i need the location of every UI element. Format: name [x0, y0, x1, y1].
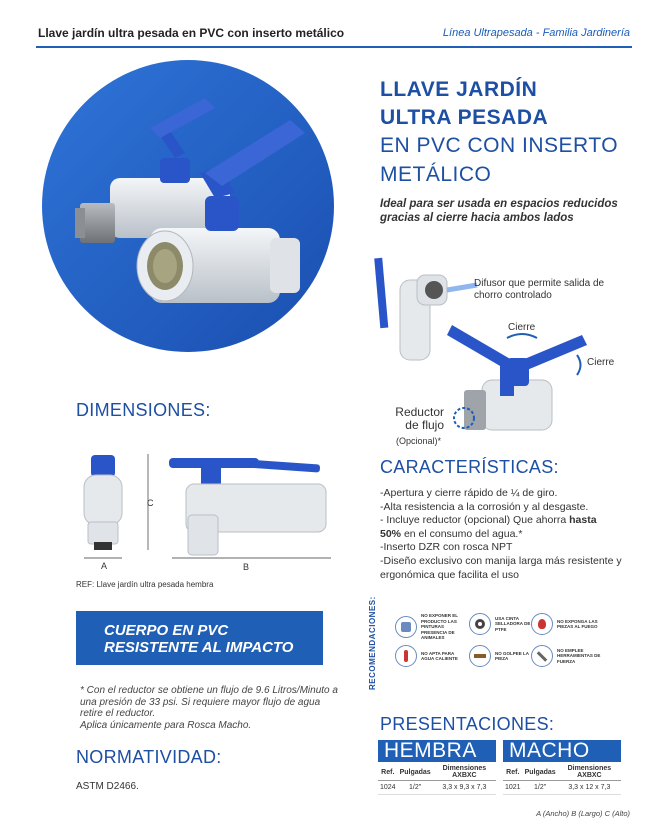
tape-icon — [469, 613, 491, 635]
callout-cierre-top: Cierre — [508, 322, 536, 333]
recommendation-item: NO EXPONER EL PRODUCTO LAS PINTURAS PRESENCIA DE ANIMALES — [395, 613, 465, 641]
table-row: 1024 1/2" 3,3 x 9,3 x 7,3 — [378, 781, 496, 795]
table-header: Pulgadas — [523, 764, 558, 781]
recommendation-item: USA CINTA SELLADORA DE PTFE — [469, 613, 539, 635]
callout-cierre-right: Cierre — [587, 357, 615, 368]
dimensions-diagram — [76, 450, 336, 575]
water-flow-arrow — [447, 285, 477, 290]
dimensions-ref-caption: REF: Llave jardín ultra pesada hembra — [76, 580, 214, 589]
callout-reductor-line1: Reductor — [395, 405, 444, 419]
table-header: Ref. — [503, 764, 523, 781]
product-title-line1: LLAVE JARDÍN — [380, 78, 538, 101]
callout-reductor-line2: de flujo — [405, 418, 444, 432]
recommendation-item: NO APTA PARA AGUA CALIENTE — [395, 645, 465, 667]
feature-item: -Alta resistencia a la corrosión y al desgaste. — [380, 500, 589, 513]
product-subtitle: Ideal para ser usada en espacios reducidos gracias al cierre hacia ambos lados — [380, 198, 618, 224]
rotation-arrow-right — [577, 355, 581, 375]
product-title-line2: ULTRA PESADA — [380, 106, 549, 129]
no-hammer-icon — [469, 645, 491, 667]
no-fire-icon — [531, 613, 553, 635]
dim-label-b: B — [243, 562, 250, 572]
reducer-note: * Con el reductor se obtiene un flujo de 9.6 Litros/Minuto a una presión de 33 psi. Si requiere mayor flujo de agua retire el reductor. Aplica únicamente para Rosca Macho. — [80, 685, 338, 731]
callout-difusor: Difusor que permite salida de chorro controlado — [474, 278, 605, 301]
feature-item: - Incluye reductor (opcional) Que ahorra hasta 50% en el consumo del agua.* — [380, 514, 597, 540]
callout-reductor-optional: (Opcional)* — [396, 436, 442, 446]
diffuser-valve-illustration — [374, 258, 447, 360]
features-list — [380, 487, 635, 582]
document-header-category: Línea Ultrapesada - Familia Jardinería — [442, 27, 630, 39]
recommendation-item: NO EXPONGA LAS PIEZAS AL FUEGO — [531, 613, 601, 635]
valve-side-view — [169, 458, 326, 555]
table-header: Pulgadas — [398, 764, 433, 781]
table-header: Ref. — [378, 764, 398, 781]
product-title-line3: EN PVC CON INSERTO — [380, 134, 619, 157]
tab-macho: MACHO — [503, 740, 621, 762]
feature-item: -Inserto DZR con rosca NPT — [380, 541, 513, 554]
dim-label-a: A — [101, 561, 108, 571]
recommendation-item: NO GOLPEE LA PIEZA — [469, 645, 539, 667]
standard-value: ASTM D2466. — [76, 781, 139, 792]
section-title-caracteristicas: CARACTERÍSTICAS: — [380, 457, 559, 477]
recommendation-item: NO EMPLEE HERRAMIENTAS DE FUERZA — [531, 645, 601, 667]
impact-banner — [76, 611, 323, 665]
feature-item: -Apertura y cierre rápido de ¼ de giro. — [380, 487, 558, 499]
banner-line2: RESISTENTE AL IMPACTO — [104, 639, 294, 656]
no-hot-water-icon — [395, 645, 417, 667]
no-tools-icon — [531, 645, 553, 667]
banner-line1: CUERPO EN PVC — [104, 622, 229, 639]
table-hembra — [378, 764, 496, 795]
section-title-presentaciones: PRESENTACIONES: — [380, 714, 555, 734]
product-title-line4: METÁLICO — [380, 163, 492, 186]
dim-label-c: C — [147, 498, 154, 508]
feature-item: -Diseño exclusivo con manija larga más resistente y ergonómica que facilita el uso — [380, 554, 622, 581]
table-macho — [503, 764, 621, 795]
table-header: Dimensiones AXBXC — [558, 764, 621, 781]
document-header-title: Llave jardín ultra pesada en PVC con inserto metálico — [38, 26, 345, 40]
recommendations-label: RECOMENDACIONES: — [368, 596, 377, 690]
dimensions-footnote: A (Ancho) B (Largo) C (Alto) — [536, 809, 630, 818]
section-title-dimensiones: DIMENSIONES: — [76, 400, 211, 420]
main-valve-illustration — [447, 325, 587, 430]
header-divider — [36, 46, 632, 48]
tab-hembra: HEMBRA — [378, 740, 496, 762]
no-paint-icon — [395, 616, 417, 638]
rotation-arrow-top — [507, 334, 537, 338]
table-row: 1021 1/2" 3,3 x 12 x 7,3 — [503, 781, 621, 795]
section-title-normatividad: NORMATIVIDAD: — [76, 747, 222, 767]
table-header: Dimensiones AXBXC — [433, 764, 496, 781]
valve-front-view — [84, 455, 122, 550]
product-hero-image — [40, 58, 340, 358]
